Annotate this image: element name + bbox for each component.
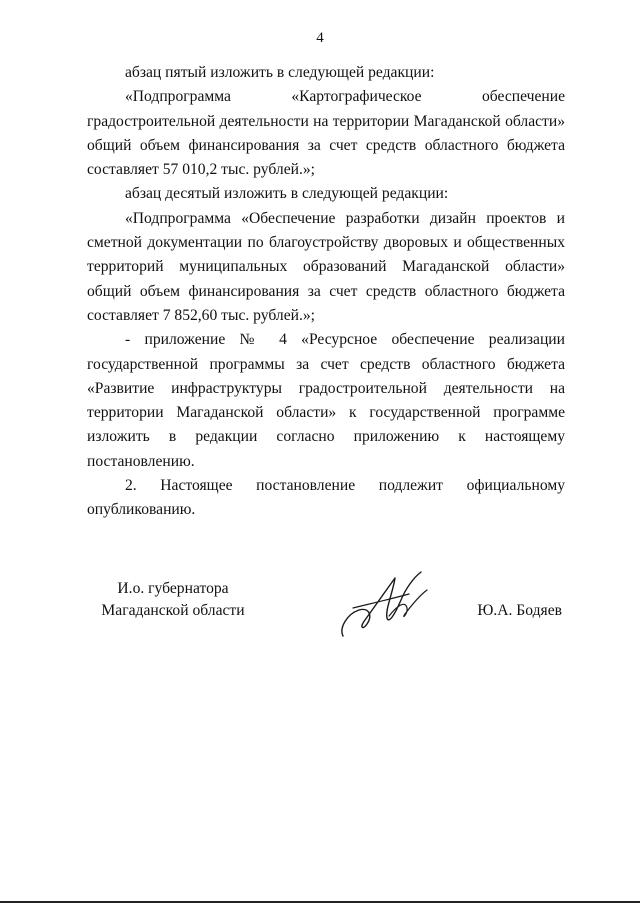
paragraph-6: 2. Настоящее постановление подлежит официальному опубликованию. <box>87 477 565 519</box>
signature-block <box>0 578 640 658</box>
signatory-name: Ю.А. Бодяев <box>477 602 562 619</box>
paragraph-5: - приложение № 4 «Ресурсное обеспечение реализации государственной программы за счет средств областного бюджета «Развитие инфраструктуры градостроительной деятельности на территории Магаданской области» к государственной программе изложить в редакции согласно приложению к настоящему постановлению. <box>87 331 565 470</box>
paragraph-1: абзац пятый изложить в следующей редакции: <box>125 64 435 81</box>
signatory-position-line2: Магаданской области <box>101 602 245 619</box>
signatory-position-line1: И.о. губернатора <box>117 580 229 597</box>
paragraph-2: «Подпрограмма «Картографическое обеспечение градостроительной деятельности на территории Магаданской области» общий объем финансирования за счет средств областного бюджета составляет 57 010,2 тыс. рублей.»; <box>87 88 565 179</box>
document-body <box>87 61 565 523</box>
signature-stroke-main <box>342 572 421 636</box>
paragraph-3: абзац десятый изложить в следующей редакции: <box>125 185 449 203</box>
handwritten-signature <box>335 570 435 646</box>
page-number: 4 <box>316 30 324 46</box>
page-bottom-edge <box>0 901 640 903</box>
signatory-position <box>88 578 258 622</box>
paragraph-4: «Подпрограмма «Обеспечение разработки дизайн проектов и сметной документации по благоустройству дворовых и общественных территорий муниципальных образований Магаданской области» общий объем финансирования за счет средств областного бюджета составляет 7 852,60 тыс. рублей.»; <box>87 209 565 324</box>
